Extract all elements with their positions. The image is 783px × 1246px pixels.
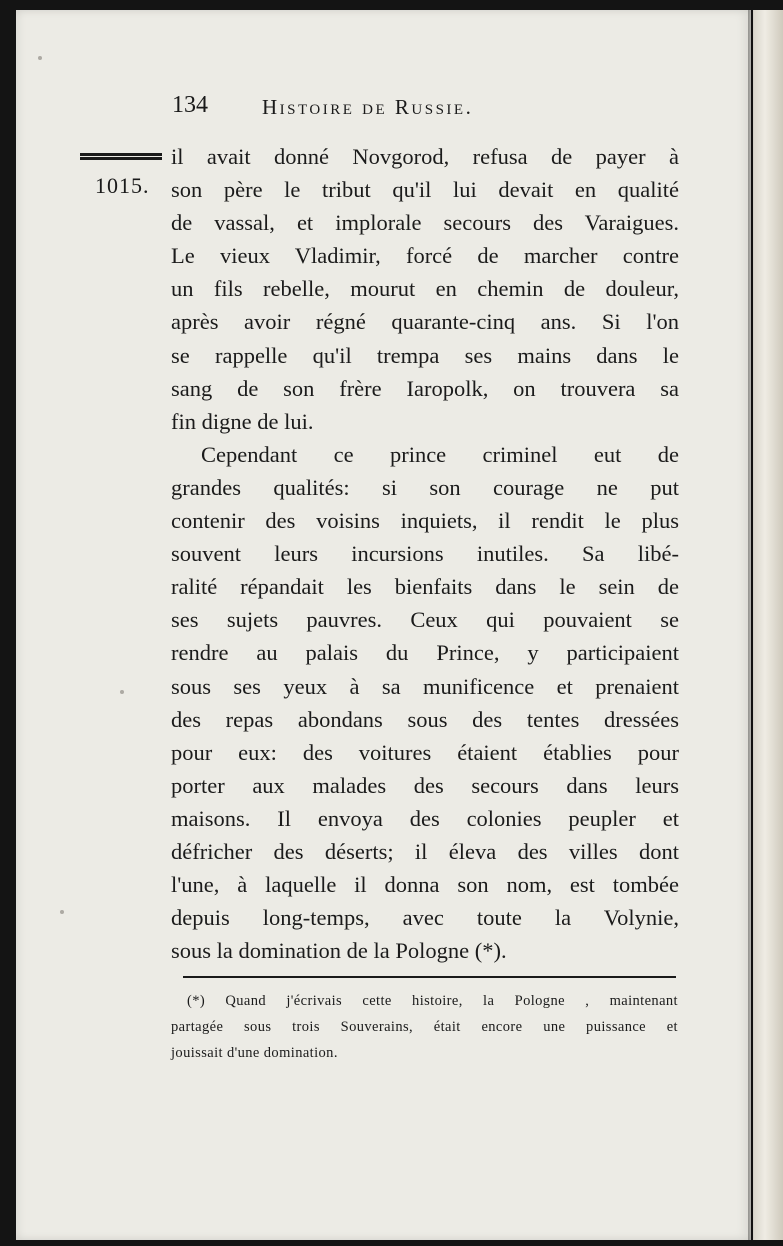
binding-shadow <box>748 10 754 1240</box>
paper-speck <box>120 690 124 694</box>
body-text <box>171 140 679 967</box>
text-line: rendre au palais du Prince, y participaient <box>171 640 679 666</box>
text-line: son père le tribut qu'il lui devait en qualité <box>171 177 679 203</box>
text-line: sang de son frère Iaropolk, on trouvera sa <box>171 375 679 401</box>
text-line: se rappelle qu'il trempa ses mains dans le <box>171 342 679 368</box>
text-line: porter aux malades des secours dans leurs <box>171 772 679 798</box>
footnote <box>171 988 678 1066</box>
footnote-line: partagée sous trois Souverains, était encore une puissance et <box>171 1019 678 1035</box>
text-line: après avoir régné quarante-cinq ans. Si l'on <box>171 309 679 335</box>
text-line: depuis long-temps, avec toute la Volynie, <box>171 905 679 931</box>
text-line: Le vieux Vladimir, forcé de marcher contre <box>171 243 679 269</box>
text-line: ses sujets pauvres. Ceux qui pouvaient se <box>171 607 679 633</box>
text-line: des repas abondans sous des tentes dressées <box>171 706 679 732</box>
text-line: maisons. Il envoya des colonies peupler et <box>171 805 679 831</box>
text-line: défricher des déserts; il éleva des villes dont <box>171 838 679 864</box>
text-line: Cependant ce prince criminel eut de <box>201 441 679 467</box>
text-line: pour eux: des voitures étaient établies pour <box>171 739 679 765</box>
text-line: contenir des voisins inquiets, il rendit le plus <box>171 508 679 534</box>
text-line: un fils rebelle, mourut en chemin de douleur, <box>171 276 679 302</box>
text-line: l'une, à laquelle il donna son nom, est tombée <box>171 872 679 898</box>
margin-rule <box>80 153 162 156</box>
footnote-line: jouissait d'une domination. <box>171 1045 338 1061</box>
paragraph-2 <box>171 438 679 968</box>
paper-speck <box>38 56 42 60</box>
text-line: ralité répandait les bienfaits dans le sein de <box>171 574 679 600</box>
running-title: Histoire de Russie. <box>262 95 474 119</box>
text-line: fin digne de lui. <box>171 408 314 434</box>
text-line: sous la domination de la Pologne (*). <box>171 938 507 964</box>
margin-year: 1015. <box>95 173 150 198</box>
book-page-edge <box>753 10 783 1240</box>
text-line: de vassal, et implorale secours des Varaigues. <box>171 210 679 236</box>
paragraph-1 <box>171 140 679 438</box>
text-line: il avait donné Novgorod, refusa de payer à <box>171 144 679 169</box>
footnote-line: (*) Quand j'écrivais cette histoire, la Pologne , maintenant <box>187 993 678 1009</box>
paper-speck <box>60 910 64 914</box>
page-number: 134 <box>172 92 208 118</box>
text-line: souvent leurs incursions inutiles. Sa libé- <box>171 541 679 567</box>
text-line: grandes qualités: si son courage ne put <box>171 474 679 500</box>
text-line: sous ses yeux à sa munificence et prenaient <box>171 673 679 699</box>
footnote-divider <box>183 976 676 978</box>
